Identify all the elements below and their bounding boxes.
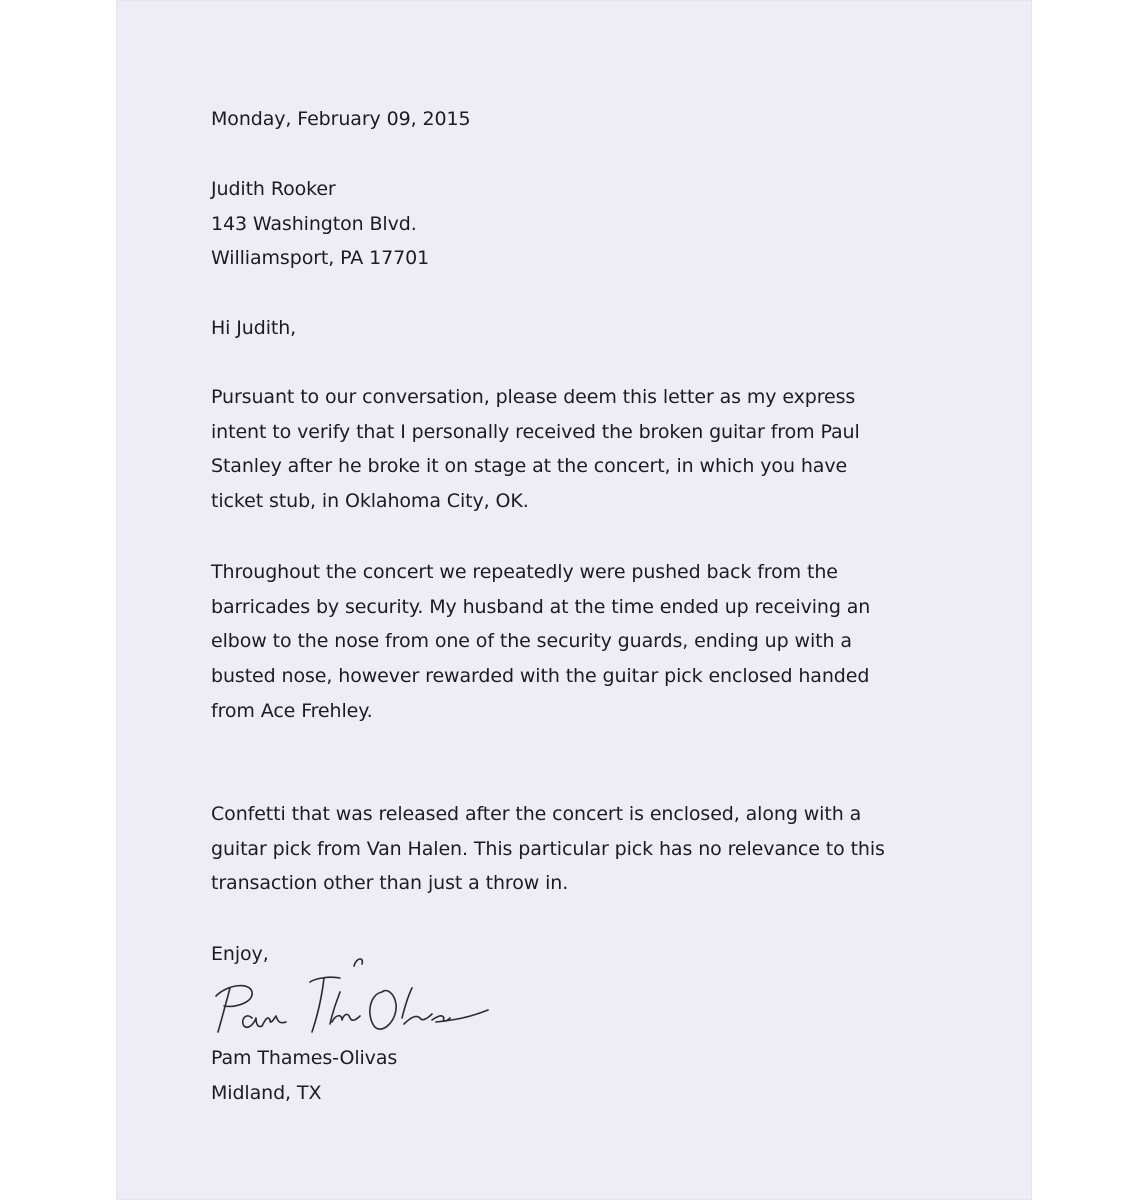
paragraph-3 bbox=[211, 797, 951, 901]
paragraph-line: transaction other than just a throw in. bbox=[211, 872, 569, 895]
recipient-street: 143 Washington Blvd. bbox=[211, 213, 417, 235]
paragraph-line: ticket stub, in Oklahoma City, OK. bbox=[211, 490, 529, 513]
paragraph-line: Throughout the concert we repeatedly were pushed back from the bbox=[211, 561, 838, 583]
paragraph-line: busted nose, however rewarded with the guitar pick enclosed handed bbox=[211, 665, 870, 688]
paragraph-line: guitar pick from Van Halen. This particular pick has no relevance to this bbox=[211, 837, 885, 860]
handwritten-signature bbox=[206, 948, 496, 1048]
salutation: Hi Judith, bbox=[211, 317, 297, 339]
paragraph-line: intent to verify that I personally received the broken guitar from Paul bbox=[211, 420, 860, 443]
paragraph-line: Confetti that was released after the concert is enclosed, along with a bbox=[211, 803, 862, 825]
paragraph-line: Pursuant to our conversation, please deem this letter as my express bbox=[211, 386, 856, 408]
closing: Enjoy, bbox=[211, 943, 269, 965]
paragraph-line: from Ace Frehley. bbox=[211, 699, 373, 722]
paragraph-2 bbox=[211, 555, 951, 728]
recipient-name: Judith Rooker bbox=[211, 178, 336, 200]
recipient-city-state-zip: Williamsport, PA 17701 bbox=[211, 247, 430, 269]
sender-location: Midland, TX bbox=[211, 1082, 322, 1104]
sender-name: Pam Thames-Olivas bbox=[211, 1047, 398, 1069]
paragraph-line: Stanley after he broke it on stage at the concert, in which you have bbox=[211, 455, 848, 478]
paragraph-1 bbox=[211, 380, 951, 519]
paragraph-line: barricades by security. My husband at the time ended up receiving an bbox=[211, 595, 871, 618]
letter-date: Monday, February 09, 2015 bbox=[211, 108, 471, 130]
paragraph-line: elbow to the nose from one of the security guards, ending up with a bbox=[211, 630, 852, 653]
